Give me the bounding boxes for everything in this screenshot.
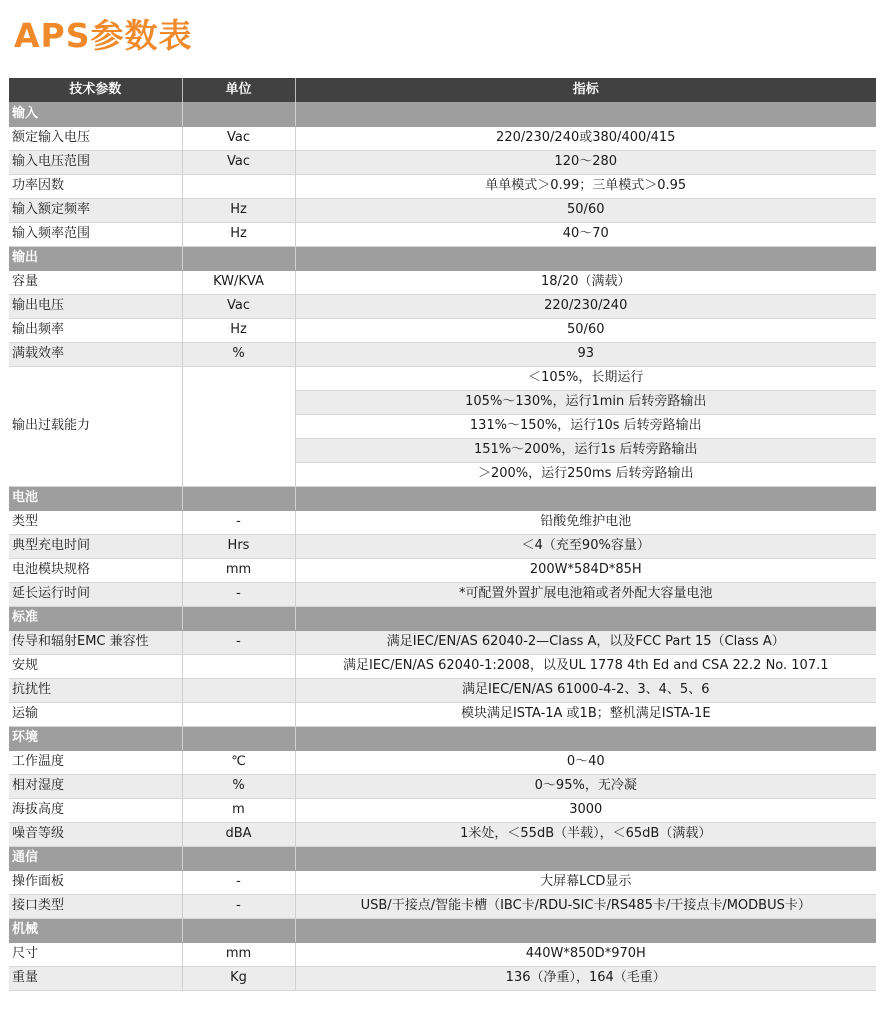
unit-cell: - [182, 870, 295, 894]
spec-cell: 大屏幕LCD显示 [295, 870, 876, 894]
table-row [9, 654, 876, 678]
section-cell [295, 606, 876, 630]
section-cell [182, 102, 295, 126]
param-cell: 运输 [9, 702, 182, 726]
table-row [9, 534, 876, 558]
unit-cell: mm [182, 942, 295, 966]
unit-cell: Vac [182, 150, 295, 174]
table-row [9, 510, 876, 534]
section-cell [182, 918, 295, 942]
page-title: APS参数表 [14, 16, 193, 55]
unit-cell: Vac [182, 126, 295, 150]
section-title: 环境 [9, 726, 182, 750]
param-cell: 相对湿度 [9, 774, 182, 798]
spec-cell: 40～70 [295, 222, 876, 246]
spec-cell: 18/20（满载） [295, 270, 876, 294]
section-cell [295, 918, 876, 942]
table-row [9, 798, 876, 822]
unit-cell [182, 654, 295, 678]
param-cell: 尺寸 [9, 942, 182, 966]
table-row [9, 750, 876, 774]
table-row [9, 270, 876, 294]
table-row [9, 222, 876, 246]
section-row-input [9, 102, 876, 126]
table-row [9, 126, 876, 150]
spec-cell: 105%～130%，运行1min 后转旁路输出 [295, 390, 876, 414]
param-cell: 输入频率范围 [9, 222, 182, 246]
section-row-battery [9, 486, 876, 510]
unit-cell: Hrs [182, 534, 295, 558]
spec-cell: ＜105%，长期运行 [295, 366, 876, 390]
unit-cell [182, 678, 295, 702]
section-row-standard [9, 606, 876, 630]
spec-cell: 50/60 [295, 198, 876, 222]
spec-cell: 93 [295, 342, 876, 366]
section-title: 电池 [9, 486, 182, 510]
section-cell [182, 846, 295, 870]
spec-cell: USB/干接点/智能卡槽（IBC卡/RDU-SIC卡/RS485卡/干接点卡/MODBUS卡） [295, 894, 876, 918]
unit-cell: % [182, 342, 295, 366]
unit-cell [182, 174, 295, 198]
spec-cell: 50/60 [295, 318, 876, 342]
spec-cell: 200W*584D*85H [295, 558, 876, 582]
table-row [9, 894, 876, 918]
param-cell: 安规 [9, 654, 182, 678]
spec-cell: 440W*850D*970H [295, 942, 876, 966]
table-row [9, 822, 876, 846]
param-cell: 电池模块规格 [9, 558, 182, 582]
section-cell [295, 846, 876, 870]
unit-cell: - [182, 582, 295, 606]
section-cell [295, 486, 876, 510]
param-cell-overload: 输出过载能力 [9, 366, 182, 486]
unit-cell: mm [182, 558, 295, 582]
param-cell: 延长运行时间 [9, 582, 182, 606]
unit-cell: % [182, 774, 295, 798]
unit-cell: Hz [182, 318, 295, 342]
unit-cell [182, 702, 295, 726]
param-cell: 输入电压范围 [9, 150, 182, 174]
param-cell: 抗扰性 [9, 678, 182, 702]
section-title: 通信 [9, 846, 182, 870]
spec-cell: 131%～150%，运行10s 后转旁路输出 [295, 414, 876, 438]
param-cell: 操作面板 [9, 870, 182, 894]
table-row [9, 558, 876, 582]
section-row-environment [9, 726, 876, 750]
param-cell: 容量 [9, 270, 182, 294]
table-row [9, 198, 876, 222]
spec-cell: *可配置外置扩展电池箱或者外配大容量电池 [295, 582, 876, 606]
section-title: 输入 [9, 102, 182, 126]
spec-cell: 220/230/240或380/400/415 [295, 126, 876, 150]
unit-cell: - [182, 630, 295, 654]
param-cell: 功率因数 [9, 174, 182, 198]
table-row [9, 702, 876, 726]
section-row-comm [9, 846, 876, 870]
unit-cell: Hz [182, 222, 295, 246]
table-row [9, 774, 876, 798]
spec-cell: ＜4（充至90%容量） [295, 534, 876, 558]
unit-cell: Kg [182, 966, 295, 990]
spec-cell: 满足IEC/EN/AS 62040-2—Class A，以及FCC Part 15（Class A） [295, 630, 876, 654]
unit-cell: dBA [182, 822, 295, 846]
spec-cell: ＞200%，运行250ms 后转旁路输出 [295, 462, 876, 486]
table-row [9, 366, 876, 390]
section-cell [182, 726, 295, 750]
section-row-output [9, 246, 876, 270]
param-cell: 输出频率 [9, 318, 182, 342]
table-row [9, 174, 876, 198]
unit-cell: Hz [182, 198, 295, 222]
unit-cell: Vac [182, 294, 295, 318]
spec-cell: 0～40 [295, 750, 876, 774]
table-row [9, 966, 876, 990]
section-title: 输出 [9, 246, 182, 270]
spec-cell: 3000 [295, 798, 876, 822]
section-cell [182, 486, 295, 510]
header-unit: 单位 [182, 78, 295, 102]
spec-cell: 151%～200%，运行1s 后转旁路输出 [295, 438, 876, 462]
table-row [9, 294, 876, 318]
table-row [9, 342, 876, 366]
header-spec: 指标 [295, 78, 876, 102]
param-cell: 工作温度 [9, 750, 182, 774]
unit-cell-overload [182, 366, 295, 486]
table-row [9, 870, 876, 894]
param-cell: 额定输入电压 [9, 126, 182, 150]
unit-cell: - [182, 894, 295, 918]
param-cell: 海拔高度 [9, 798, 182, 822]
spec-cell: 220/230/240 [295, 294, 876, 318]
section-title: 标准 [9, 606, 182, 630]
section-cell [295, 246, 876, 270]
spec-cell: 120～280 [295, 150, 876, 174]
spec-cell: 满足IEC/EN/AS 61000-4-2、3、4、5、6 [295, 678, 876, 702]
aps-spec-table [9, 78, 876, 991]
unit-cell: KW/KVA [182, 270, 295, 294]
section-title: 机械 [9, 918, 182, 942]
unit-cell: m [182, 798, 295, 822]
param-cell: 满载效率 [9, 342, 182, 366]
spec-cell: 铅酸免维护电池 [295, 510, 876, 534]
spec-cell: 0～95%，无冷凝 [295, 774, 876, 798]
table-row [9, 630, 876, 654]
header-param: 技术参数 [9, 78, 182, 102]
table-row [9, 942, 876, 966]
param-cell: 输出电压 [9, 294, 182, 318]
param-cell: 典型充电时间 [9, 534, 182, 558]
spec-cell: 1米处，＜55dB（半载），＜65dB（满载） [295, 822, 876, 846]
table-row [9, 582, 876, 606]
param-cell: 接口类型 [9, 894, 182, 918]
param-cell: 传导和辐射EMC 兼容性 [9, 630, 182, 654]
param-cell: 重量 [9, 966, 182, 990]
param-cell: 类型 [9, 510, 182, 534]
section-cell [295, 726, 876, 750]
param-cell: 输入额定频率 [9, 198, 182, 222]
unit-cell: ℃ [182, 750, 295, 774]
table-header-row [9, 78, 876, 102]
param-cell: 噪音等级 [9, 822, 182, 846]
section-cell [182, 246, 295, 270]
spec-cell: 满足IEC/EN/AS 62040-1:2008，以及UL 1778 4th Ed and CSA 22.2 No. 107.1 [295, 654, 876, 678]
table-row [9, 678, 876, 702]
unit-cell: - [182, 510, 295, 534]
spec-cell: 单单模式＞0.99；三单模式＞0.95 [295, 174, 876, 198]
section-row-mech [9, 918, 876, 942]
spec-cell: 模块满足ISTA-1A 或1B；整机满足ISTA-1E [295, 702, 876, 726]
table-row [9, 150, 876, 174]
section-cell [182, 606, 295, 630]
section-cell [295, 102, 876, 126]
spec-cell: 136（净重），164（毛重） [295, 966, 876, 990]
table-row [9, 318, 876, 342]
